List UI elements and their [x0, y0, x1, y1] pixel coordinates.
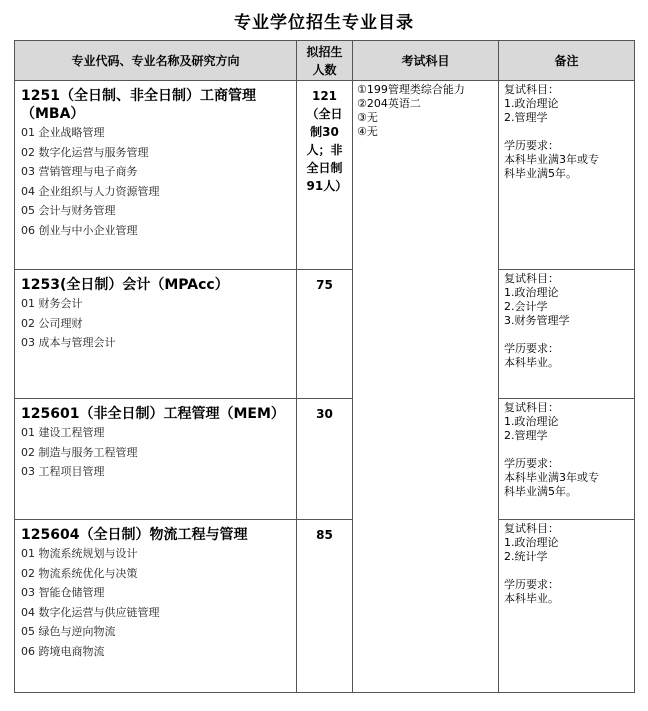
program-cell — [15, 270, 297, 399]
direction-item: 01 财务会计 — [21, 297, 83, 310]
remarks-cell — [499, 81, 635, 270]
quota-cell — [297, 520, 353, 693]
program-cell — [15, 520, 297, 693]
quota-value: 75 — [316, 278, 333, 292]
program-cell — [15, 81, 297, 270]
program-title: 125604（全日制）物流工程与管理 — [21, 527, 248, 543]
program-title: 125601（非全日制）工程管理（MEM） — [21, 406, 285, 422]
remarks-cell — [499, 520, 635, 693]
edu-item: 科毕业满5年。 — [504, 167, 577, 180]
header-remarks: 备注 — [499, 41, 635, 81]
table-row — [15, 270, 635, 399]
program-cell — [15, 399, 297, 520]
edu-label: 学历要求： — [504, 578, 559, 591]
retest-label: 复试科目： — [504, 401, 559, 414]
retest-item: 2.管理学 — [504, 111, 548, 124]
direction-item: 03 营销管理与电子商务 — [21, 165, 138, 178]
header-quota-line1: 拟招生 — [306, 44, 343, 59]
edu-item: 本科毕业。 — [504, 356, 559, 369]
direction-item: 05 会计与财务管理 — [21, 204, 116, 217]
direction-item: 02 数字化运营与服务管理 — [21, 145, 149, 159]
retest-item: 1.政治理论 — [504, 536, 559, 549]
remarks-cell — [499, 399, 635, 520]
retest-item: 2.管理学 — [504, 429, 548, 442]
program-title-cont: （MBA） — [21, 106, 85, 122]
table-row — [15, 81, 635, 270]
direction-item: 05 绿色与逆向物流 — [21, 625, 116, 638]
retest-label: 复试科目： — [504, 272, 559, 285]
direction-item: 01 物流系统规划与设计 — [21, 547, 138, 560]
header-quota — [297, 41, 353, 81]
retest-item: 1.政治理论 — [504, 415, 559, 428]
program-title: 1253(全日制）会计（MPAcc） — [21, 277, 229, 293]
edu-item: 本科毕业满3年或专 — [504, 471, 599, 484]
edu-label: 学历要求： — [504, 139, 559, 152]
direction-item: 02 公司理财 — [21, 316, 83, 330]
retest-label: 复试科目： — [504, 83, 559, 96]
direction-item: 03 工程项目管理 — [21, 465, 105, 478]
exam-subject: ②204英语二 — [357, 97, 421, 110]
quota-cell — [297, 399, 353, 520]
quota-cell — [297, 81, 353, 270]
direction-item: 04 企业组织与人力资源管理 — [21, 184, 160, 198]
direction-item: 03 成本与管理会计 — [21, 336, 116, 349]
header-quota-line2: 人数 — [312, 62, 337, 77]
direction-item: 01 建设工程管理 — [21, 426, 105, 439]
direction-item: 02 制造与服务工程管理 — [21, 445, 138, 459]
remarks-cell — [499, 270, 635, 399]
direction-item: 01 企业战略管理 — [21, 126, 105, 139]
exam-subject: ④无 — [357, 125, 378, 138]
retest-item: 2.会计学 — [504, 300, 548, 313]
direction-item: 06 创业与中小企业管理 — [21, 223, 138, 237]
direction-item: 06 跨境电商物流 — [21, 644, 105, 658]
direction-item: 03 智能仓储管理 — [21, 586, 105, 599]
header-program: 专业代码、专业名称及研究方向 — [15, 41, 297, 81]
retest-item: 1.政治理论 — [504, 97, 559, 110]
edu-label: 学历要求： — [504, 457, 559, 470]
header-exam: 考试科目 — [353, 41, 499, 81]
retest-item: 3.财务管理学 — [504, 314, 570, 327]
program-catalog-table — [14, 40, 635, 693]
edu-item: 本科毕业。 — [504, 592, 559, 605]
edu-item: 科毕业满5年。 — [504, 485, 577, 498]
exam-subject: ①199管理类综合能力 — [357, 83, 465, 96]
quota-value: 30 — [316, 407, 333, 421]
program-title: 1251（全日制、非全日制）工商管理 — [21, 88, 256, 104]
direction-item: 02 物流系统优化与决策 — [21, 566, 138, 580]
quota-cell — [297, 270, 353, 399]
quota-value: 121 — [311, 89, 338, 103]
retest-item: 1.政治理论 — [504, 286, 559, 299]
retest-item: 2.统计学 — [504, 550, 548, 563]
table-row — [15, 399, 635, 520]
exam-subject: ③无 — [357, 111, 378, 124]
quota-value: 85 — [316, 528, 333, 542]
exam-subjects-cell — [353, 81, 499, 693]
retest-label: 复试科目： — [504, 522, 559, 535]
direction-item: 04 数字化运营与供应链管理 — [21, 605, 160, 619]
table-row — [15, 520, 635, 693]
edu-label: 学历要求： — [504, 342, 559, 355]
edu-item: 本科毕业满3年或专 — [504, 153, 599, 166]
page-title: 专业学位招生专业目录 — [234, 13, 414, 33]
quota-detail: （全日制30人；非全日制91人） — [306, 107, 348, 193]
header-row — [15, 41, 635, 81]
